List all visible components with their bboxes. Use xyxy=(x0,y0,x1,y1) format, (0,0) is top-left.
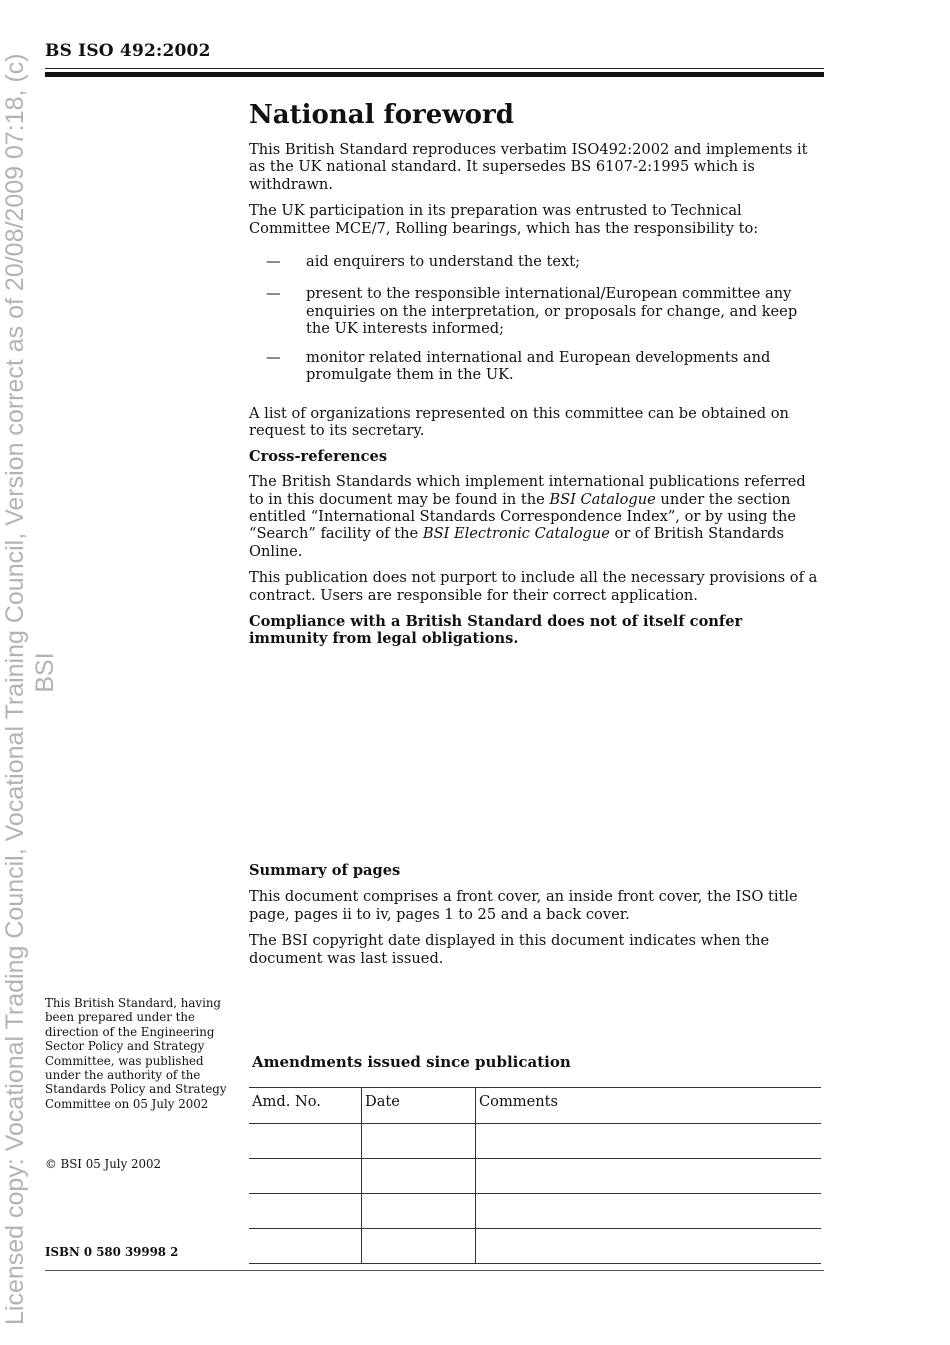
summary-heading: Summary of pages xyxy=(249,862,401,879)
list-item xyxy=(249,253,824,270)
watermark-line-2: BSI xyxy=(31,652,59,693)
watermark-line-1: Licensed copy: Vocational Trading Council, Vocational Training Council, Version correct as of 20/08/2009 07:18, (c) xyxy=(1,53,29,1325)
copyright-notice: © BSI 05 July 2002 xyxy=(45,1157,162,1171)
foreword-body xyxy=(249,405,824,648)
column-header-comments: Comments xyxy=(476,1088,822,1124)
column-header-amd-no: Amd. No. xyxy=(249,1088,362,1124)
table-cell xyxy=(476,1159,822,1194)
document-identifier: BS ISO 492:2002 xyxy=(45,41,211,61)
table-cell xyxy=(249,1124,362,1159)
list-item-text: aid enquirers to understand the text; xyxy=(306,253,581,270)
table-cell xyxy=(249,1229,362,1264)
dash-bullet: — xyxy=(266,348,281,366)
summary-paragraph-1: This document comprises a front cover, an inside front cover, the ISO title page, pages ii to iv, pages 1 to 25 and a back cover. xyxy=(249,888,798,923)
cross-references-heading: Cross-references xyxy=(249,447,388,465)
summary-paragraph-2: The BSI copyright date displayed in this document indicates when the document was last issued. xyxy=(249,932,770,967)
cross-references-text-a: The British Standards which implement international publications referred to in this document may be found in the xyxy=(249,473,806,508)
table-row xyxy=(249,1159,821,1194)
licensed-copy-watermark xyxy=(0,0,60,1345)
provisions-paragraph: This publication does not purport to include all the necessary provisions of a contract. Users are responsible for their correct application. xyxy=(249,569,818,604)
table-cell xyxy=(249,1159,362,1194)
list-item xyxy=(249,349,824,384)
header-rule-thick xyxy=(45,72,824,77)
page-title: National foreword xyxy=(249,100,514,130)
amendments-title: Amendments issued since publication xyxy=(252,1053,571,1071)
table-cell xyxy=(362,1124,476,1159)
footer-rule xyxy=(45,1270,824,1271)
summary-of-pages-section xyxy=(249,862,824,967)
dash-bullet: — xyxy=(266,285,281,303)
dash-bullet: — xyxy=(266,253,281,270)
table-row xyxy=(249,1124,821,1159)
isbn: ISBN 0 580 39998 2 xyxy=(45,1245,179,1259)
table-cell xyxy=(249,1194,362,1229)
amendments-table xyxy=(249,1087,821,1264)
cross-references-paragraph xyxy=(249,473,824,560)
list-item xyxy=(249,285,824,337)
table-cell xyxy=(362,1194,476,1229)
column-header-date: Date xyxy=(362,1088,476,1124)
responsibility-list xyxy=(249,253,824,383)
header-rule-thin xyxy=(45,68,824,69)
table-cell xyxy=(362,1159,476,1194)
committee-paragraph: A list of organizations represented on this committee can be obtained on request to its secretary. xyxy=(249,405,789,440)
bsi-electronic-catalogue-title: BSI Electronic Catalogue xyxy=(422,525,610,543)
table-cell xyxy=(476,1124,822,1159)
foreword-paragraph-1: This British Standard reproduces verbatim ISO492:2002 and implements it as the UK national standard. It supersedes BS 6107-2:1995 which is withdrawn. xyxy=(249,141,808,193)
foreword-paragraph-2: The UK participation in its preparation was entrusted to Technical Committee MCE/7, Rolling bearings, which has the responsibility to: xyxy=(249,202,759,237)
cross-references-text-c: under the section entitled “International Standards Correspondence Index”, or by using the “Search” facility of the xyxy=(249,490,797,543)
bsi-catalogue-title: BSI Catalogue xyxy=(549,490,656,508)
foreword-intro xyxy=(249,141,824,237)
table-row xyxy=(249,1194,821,1229)
table-header-row xyxy=(249,1088,821,1124)
publication-note: This British Standard, having been prepared under the direction of the Engineering Sector Policy and Strategy Committee, was published under the authority of the Standards Policy and Strategy Committee on 05 July 2002 xyxy=(45,996,227,1111)
table-cell xyxy=(476,1194,822,1229)
list-item-text: present to the responsible international/European committee any enquiries on the interpretation, or proposals for change, and keep the UK interests informed; xyxy=(306,285,798,338)
table-cell xyxy=(476,1229,822,1264)
cross-references-text-e: or of British Standards Online. xyxy=(249,525,784,560)
table-row xyxy=(249,1229,821,1264)
compliance-statement: Compliance with a British Standard does not of itself confer immunity from legal obligations. xyxy=(249,613,743,648)
table-cell xyxy=(362,1229,476,1264)
list-item-text: monitor related international and European developments and promulgate them in the UK. xyxy=(306,348,771,384)
